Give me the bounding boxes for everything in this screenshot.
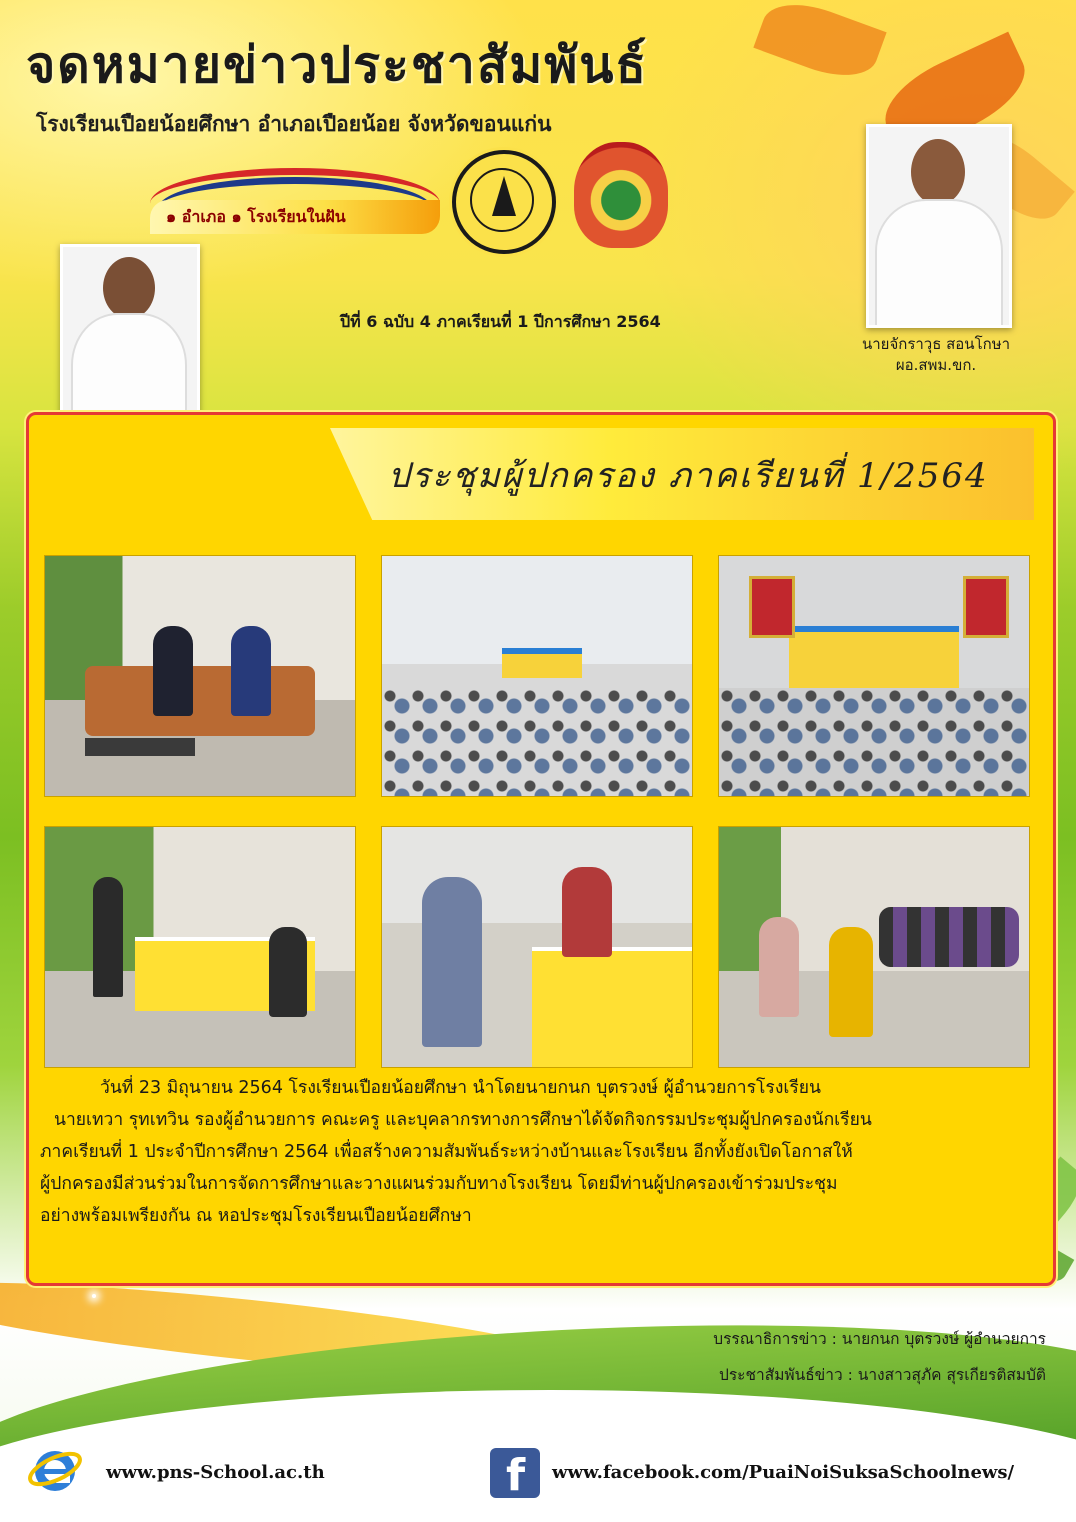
director-photo — [60, 244, 200, 438]
pr-credit: ประชาสัมพันธ์ข่าว : นางสาวสุภัค สุรเกียรติสมบัติ — [719, 1366, 1046, 1384]
editor-credit: บรรณาธิการข่าว : นายกนก บุตรวงษ์ ผู้อำนวยการ — [713, 1330, 1046, 1348]
article-line: อย่างพร้อมเพรียงกัน ณ หอประชุมโรงเรียนเปือยน้อยศึกษา — [40, 1206, 472, 1226]
internet-explorer-icon — [26, 1440, 84, 1498]
facebook-link[interactable]: www.facebook.com/PuaiNoiSuksaSchoolnews/ — [552, 1462, 1015, 1483]
article-line: วันที่ 23 มิถุนายน 2564 โรงเรียนเปือยน้อยศึกษา นำโดยนายกนก บุตรวงษ์ ผู้อำนวยการโรงเรียน — [100, 1078, 821, 1098]
photo-hall-wide — [381, 555, 693, 797]
issue-info: ปีที่ 6 ฉบับ 4 ภาคเรียนที่ 1 ปีการศึกษา 2564 — [340, 312, 661, 331]
photo-hall-stage — [718, 555, 1030, 797]
area-director-name: นายจักราวุธ สอนโกษา — [861, 335, 1011, 353]
article-line: ผู้ปกครองมีส่วนร่วมในการจัดการศึกษาและวางแผนร่วมกับทางโรงเรียน โดยมีท่านผู้ปกครองเข้าร่วมประชุม — [40, 1174, 838, 1194]
ministry-emblem-icon — [574, 142, 668, 248]
badge-label: ๑ อำเภอ ๑ โรงเรียนในฝัน — [166, 207, 346, 226]
photo-registration-desk — [44, 826, 356, 1068]
article-line: นายเทวา รุทเทวิน รองผู้อำนวยการ คณะครู และบุคลากรทางการศึกษาได้จัดกิจกรรมประชุมผู้ปกครองนักเรียน — [54, 1110, 872, 1130]
headline-text: ประชุมผู้ปกครอง ภาคเรียนที่ 1/2564 — [388, 456, 989, 496]
newsletter-title: จดหมายข่าวประชาสัมพันธ์ — [26, 35, 648, 94]
area-director-photo — [866, 124, 1012, 328]
area-director-caption — [836, 334, 1036, 376]
sparkle-decoration — [92, 1294, 96, 1298]
article-body — [40, 1072, 1040, 1232]
leaf-decoration — [753, 0, 886, 89]
one-district-badge — [150, 168, 440, 240]
area-director-role: ผอ.สพม.ขก. — [895, 356, 977, 374]
facebook-icon: f — [490, 1448, 540, 1498]
school-subtitle: โรงเรียนเปือยน้อยศึกษา อำเภอเปือยน้อย จังหวัดขอนแก่น — [36, 112, 552, 136]
school-seal-icon — [452, 150, 556, 254]
website-link[interactable]: www.pns-School.ac.th — [106, 1462, 325, 1483]
photo-directors-seated — [44, 555, 356, 797]
article-line: ภาคเรียนที่ 1 ประจำปีการศึกษา 2564 เพื่อสร้างความสัมพันธ์ระหว่างบ้านและโรงเรียน อีกทั้งยังเปิดโอกาสให้ — [40, 1142, 853, 1162]
photo-seated-parents — [718, 826, 1030, 1068]
photo-parent-signing — [381, 826, 693, 1068]
